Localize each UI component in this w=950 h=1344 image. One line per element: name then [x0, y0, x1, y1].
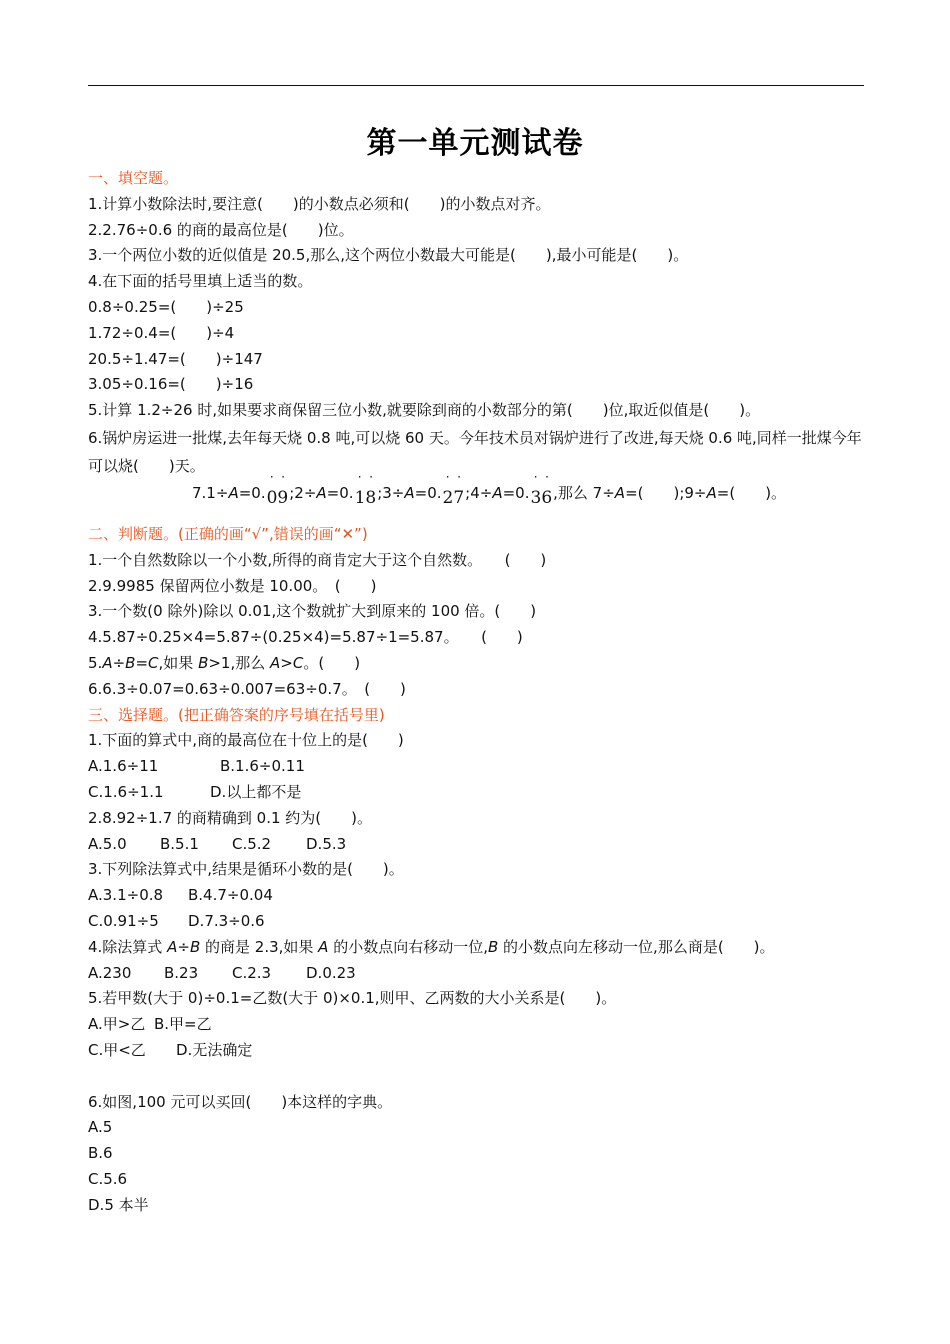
- options-3-3-row2: [88, 909, 864, 935]
- document-body: [88, 166, 864, 1218]
- var-a: A: [318, 937, 329, 956]
- q-text: 的商是 2.3,如果: [200, 937, 319, 956]
- question-2-3: 3.一个数(0 除外)除以 0.01,这个数就扩大到原来的 100 倍。( ): [88, 602, 537, 621]
- var-c: C: [148, 653, 159, 672]
- question-3-1: 1.下面的算式中,商的最高位在十位上的是( ): [88, 731, 404, 750]
- option: D.以上都不是: [210, 782, 302, 801]
- q7-text: =( );9÷: [625, 483, 707, 502]
- option: C.0.91÷5: [88, 911, 159, 930]
- question-3-6: 6.如图,100 元可以买回( )本这样的字典。: [88, 1092, 393, 1111]
- question-3-3: 3.下列除法算式中,结果是循环小数的是( )。: [88, 860, 404, 879]
- question-2-6: 6.6.3÷0.07=0.63÷0.007=63÷0.7。 ( ): [88, 679, 406, 698]
- var-b: B: [487, 937, 499, 956]
- q7-text: =0.: [502, 483, 530, 502]
- option: B.23: [164, 963, 199, 982]
- q7-text: ;4÷: [465, 483, 493, 502]
- page-title: 第一单元测试卷: [366, 126, 584, 161]
- option: A.1.6÷11: [88, 757, 159, 776]
- question-1-4-b: 1.72÷0.4=( )÷4: [88, 323, 235, 342]
- question-3-2: 2.8.92÷1.7 的商精确到 0.1 约为( )。: [88, 808, 372, 827]
- q-text: ÷: [112, 653, 126, 672]
- option: C.5.2: [232, 834, 272, 853]
- option: B.4.7÷0.04: [188, 886, 273, 905]
- q7-text: 7.1÷: [192, 483, 229, 502]
- option: D.无法确定: [176, 1040, 253, 1059]
- var-a: A: [270, 653, 281, 672]
- options-3-5-row1: [88, 1012, 864, 1038]
- var-b: B: [125, 653, 136, 672]
- question-1-2: 2.2.76÷0.6 的商的最高位是( )位。: [88, 220, 354, 239]
- var-a: A: [316, 483, 327, 502]
- q-text: >: [280, 653, 293, 672]
- option-3-6-c: C.5.6: [88, 1169, 128, 1188]
- repeating-decimal: ˙ ˙ 09: [267, 480, 289, 506]
- spacer: [88, 1064, 864, 1090]
- question-1-1: 1.计算小数除法时,要注意( )的小数点必须和( )的小数点对齐。: [88, 194, 551, 213]
- question-1-5: 5.计算 1.2÷26 时,如果要求商保留三位小数,就要除到商的小数部分的第( )位,取近似值是( )。: [88, 401, 761, 420]
- option: C.1.6÷1.1: [88, 782, 164, 801]
- repeating-decimal: ˙ ˙ 27: [443, 480, 465, 506]
- var-b: B: [198, 653, 209, 672]
- option: B.5.1: [160, 834, 199, 853]
- q-text: 的小数点向左移动一位,那么商是( )。: [498, 937, 775, 956]
- question-2-5: [88, 651, 864, 677]
- q7-text: =0.: [414, 483, 442, 502]
- question-3-4: [88, 935, 864, 961]
- question-1-4-d: 3.05÷0.16=( )÷16: [88, 375, 254, 394]
- option: A.3.1÷0.8: [88, 886, 164, 905]
- var-a: A: [614, 483, 626, 502]
- q7-text: ;2÷: [289, 483, 317, 502]
- option: A.甲>乙: [88, 1015, 146, 1034]
- question-1-4-a: 0.8÷0.25=( )÷25: [88, 297, 244, 316]
- option: D.5.3: [306, 834, 347, 853]
- question-1-4: 4.在下面的括号里填上适当的数。: [88, 272, 313, 291]
- header-rule: [88, 85, 864, 86]
- question-1-3: 3.一个两位小数的近似值是 20.5,那么,这个两位小数最大可能是( ),最小可能是( )。: [88, 246, 689, 265]
- section-header-multiple-choice: 三、选择题。(把正确答案的序号填在括号里): [88, 705, 385, 724]
- question-1-6: 6.锅炉房运进一批煤,去年每天烧 0.8 吨,可以烧 60 天。今年技术员对锅炉进行了改进,每天烧 0.6 吨,同样一批煤今年可以烧( )天。: [88, 428, 862, 475]
- option-3-6-b: B.6: [88, 1144, 113, 1163]
- var-a: A: [167, 937, 178, 956]
- option: B.甲=乙: [154, 1015, 212, 1034]
- q7-text: ,那么 7÷: [553, 483, 615, 502]
- q-text: 。( ): [303, 653, 361, 672]
- var-a: A: [102, 653, 113, 672]
- q-text: =: [135, 653, 149, 672]
- option: C.甲<乙: [88, 1040, 146, 1059]
- question-2-1: 1.一个自然数除以一个小数,所得的商肯定大于这个自然数。 ( ): [88, 550, 547, 569]
- q7-text: =0.: [238, 483, 266, 502]
- q-text: 5.: [88, 653, 103, 672]
- q-text: >1,那么: [208, 653, 271, 672]
- option: A.5.0: [88, 834, 127, 853]
- question-2-4: 4.5.87÷0.25×4=5.87÷(0.25×4)=5.87÷1=5.87。 ( ): [88, 628, 523, 647]
- option: B.1.6÷0.11: [220, 757, 305, 776]
- q-text: 4.除法算式: [88, 937, 168, 956]
- var-a: A: [706, 483, 717, 502]
- var-a: A: [228, 483, 239, 502]
- q7-text: =0.: [326, 483, 354, 502]
- options-3-2: [88, 832, 864, 858]
- var-b: B: [189, 937, 201, 956]
- question-2-2: 2.9.9985 保留两位小数是 10.00。 ( ): [88, 576, 377, 595]
- option-3-6-d: D.5 本半: [88, 1195, 149, 1214]
- section-header-true-false: 二、判断题。(正确的画“√”,错误的画“✕”): [88, 524, 368, 543]
- question-1-4-c: 20.5÷1.47=( )÷147: [88, 349, 263, 368]
- q7-text: =( )。: [716, 483, 787, 502]
- option: A.230: [88, 963, 132, 982]
- repeating-decimal: ˙ ˙ 18: [355, 480, 377, 506]
- option-3-6-a: A.5: [88, 1118, 113, 1137]
- option: D.7.3÷0.6: [188, 911, 265, 930]
- q-text: 的小数点向右移动一位,: [328, 937, 488, 956]
- repeating-decimal: ˙ ˙ 36: [531, 480, 553, 506]
- question-1-7: [88, 480, 864, 522]
- var-c: C: [292, 653, 304, 672]
- option: C.2.3: [232, 963, 272, 982]
- options-3-5-row2: [88, 1038, 864, 1064]
- q-text: ,如果: [158, 653, 199, 672]
- question-3-5: 5.若甲数(大于 0)÷0.1=乙数(大于 0)×0.1,则甲、乙两数的大小关系是( )。: [88, 989, 617, 1008]
- options-3-1-row2: [88, 780, 864, 806]
- q7-text: ;3÷: [377, 483, 405, 502]
- var-a: A: [404, 483, 415, 502]
- q-text: ÷: [177, 937, 190, 956]
- var-a: A: [492, 483, 503, 502]
- option: D.0.23: [306, 963, 356, 982]
- options-3-3-row1: [88, 883, 864, 909]
- options-3-4: [88, 961, 864, 987]
- section-header-fill-blank: 一、填空题。: [88, 169, 179, 187]
- options-3-1-row1: [88, 754, 864, 780]
